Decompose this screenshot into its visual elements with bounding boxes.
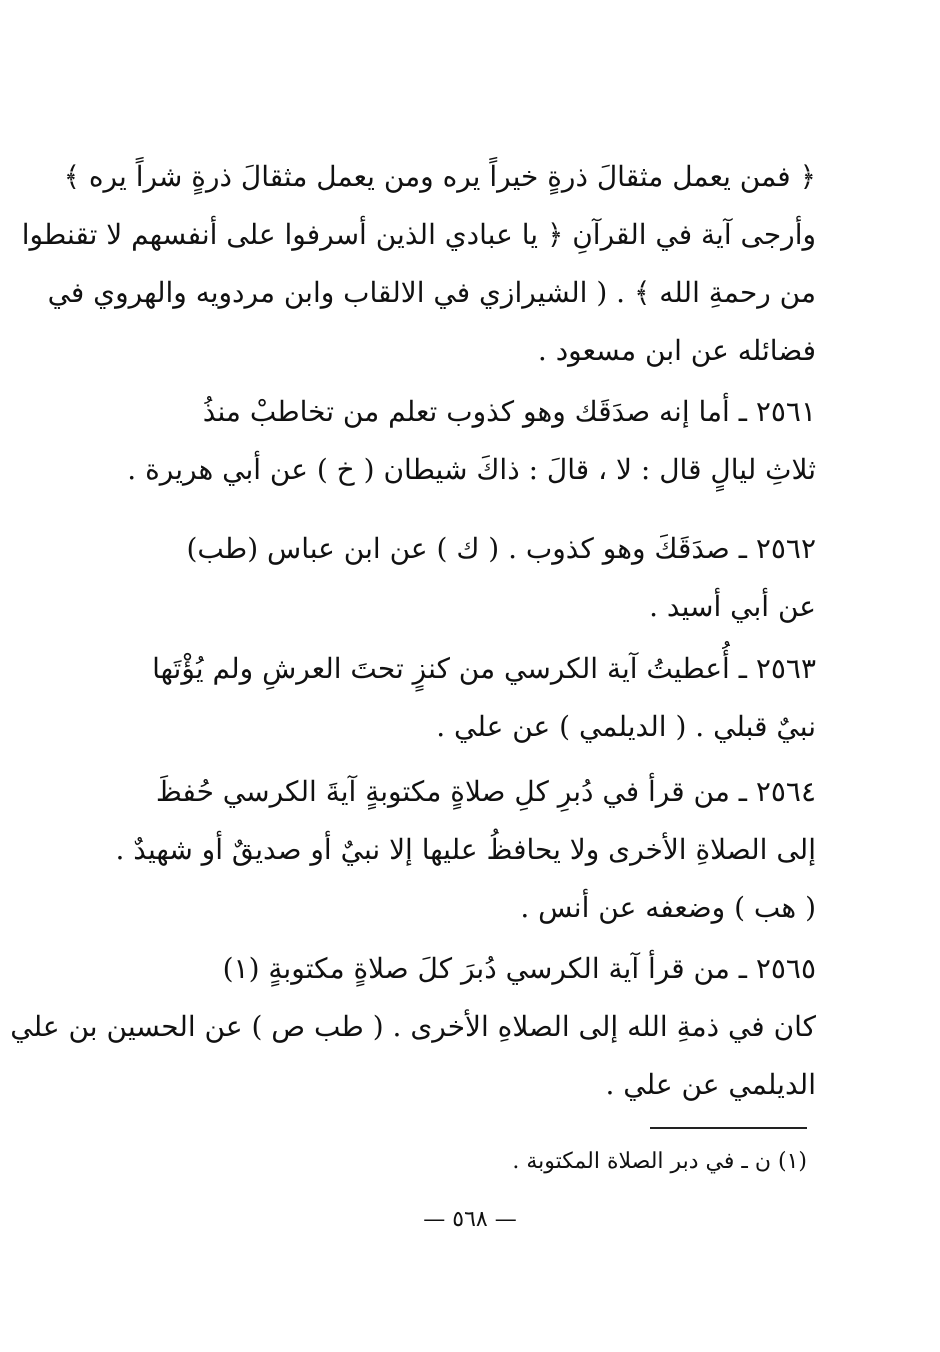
text-line: إلى الصلاةِ الأخرى ولا يحافظُ عليها إلا نبيٌ أو صديقٌ أو شهيدٌ . [115, 833, 816, 866]
text-line: ٢٥٦٤ ـ من قرأ في دُبرِ كلِ صلاةٍ مكتوبةٍ آيةَ الكرسي حُفظَ [155, 775, 816, 808]
text-line: عن أبي أسيد . [649, 590, 816, 623]
hadith-2565 [10, 940, 816, 1114]
text-line: ثلاثِ ليالٍ قال : لا ، قالَ : ذاكَ شيطان ( خ ) عن أبي هريرة . [127, 453, 816, 486]
text-line: ٢٥٦١ ـ أما إنه صدَقَك وهو كذوب تعلم من تخاطبْ منذُ [202, 395, 816, 428]
paragraph-quran-verse [21, 148, 816, 380]
text-line: فضائله عن ابن مسعود . [537, 334, 816, 367]
footnote: (١) ن ـ في دبر الصلاة المكتوبة . [512, 1149, 807, 1174]
text-line: كان في ذمةِ الله إلى الصلاهِ الأخرى . ( طب ص ) عن الحسين بن علي [10, 1010, 816, 1043]
hadith-2562 [96, 520, 816, 636]
text-line: نبيٌ قبلي . ( الديلمي ) عن علي . [436, 710, 816, 743]
text-line: ٢٥٦٣ ـ أُعطيتُ آية الكرسي من كنزٍ تحتَ العرشِ ولم يُؤْتَها [152, 652, 816, 685]
text-line: ( هب ) وضعفه عن أنس . [520, 891, 816, 924]
text-line: وأرجى آية في القرآنِ ﴿ يا عبادي الذين أسرفوا على أنفسهم لا تقنطوا [21, 218, 816, 251]
hadith-2561 [96, 383, 816, 499]
footnote-divider [650, 1127, 807, 1129]
text-line: ٢٥٦٥ ـ من قرأ آية الكرسي دُبرَ كلَ صلاةٍ مكتوبةٍ (١) [222, 952, 816, 985]
text-line: الديلمي عن علي . [605, 1068, 816, 1101]
page-number: — ٥٦٨ — [423, 1207, 517, 1232]
text-line: ﴿ فمن يعمل مثقالَ ذرةٍ خيراً يره ومن يعمل مثقالَ ذرةٍ شراً يره ﴾ [63, 160, 816, 193]
hadith-2563 [96, 640, 816, 756]
text-line: من رحمةِ الله ﴾ . ( الشيرازي في الالقاب وابن مردويه والهروي في [47, 276, 816, 309]
hadith-2564 [96, 763, 816, 937]
text-line: ٢٥٦٢ ـ صدَقَكَ وهو كذوب . ( ك ) عن ابن عباس (طب) [186, 532, 816, 565]
